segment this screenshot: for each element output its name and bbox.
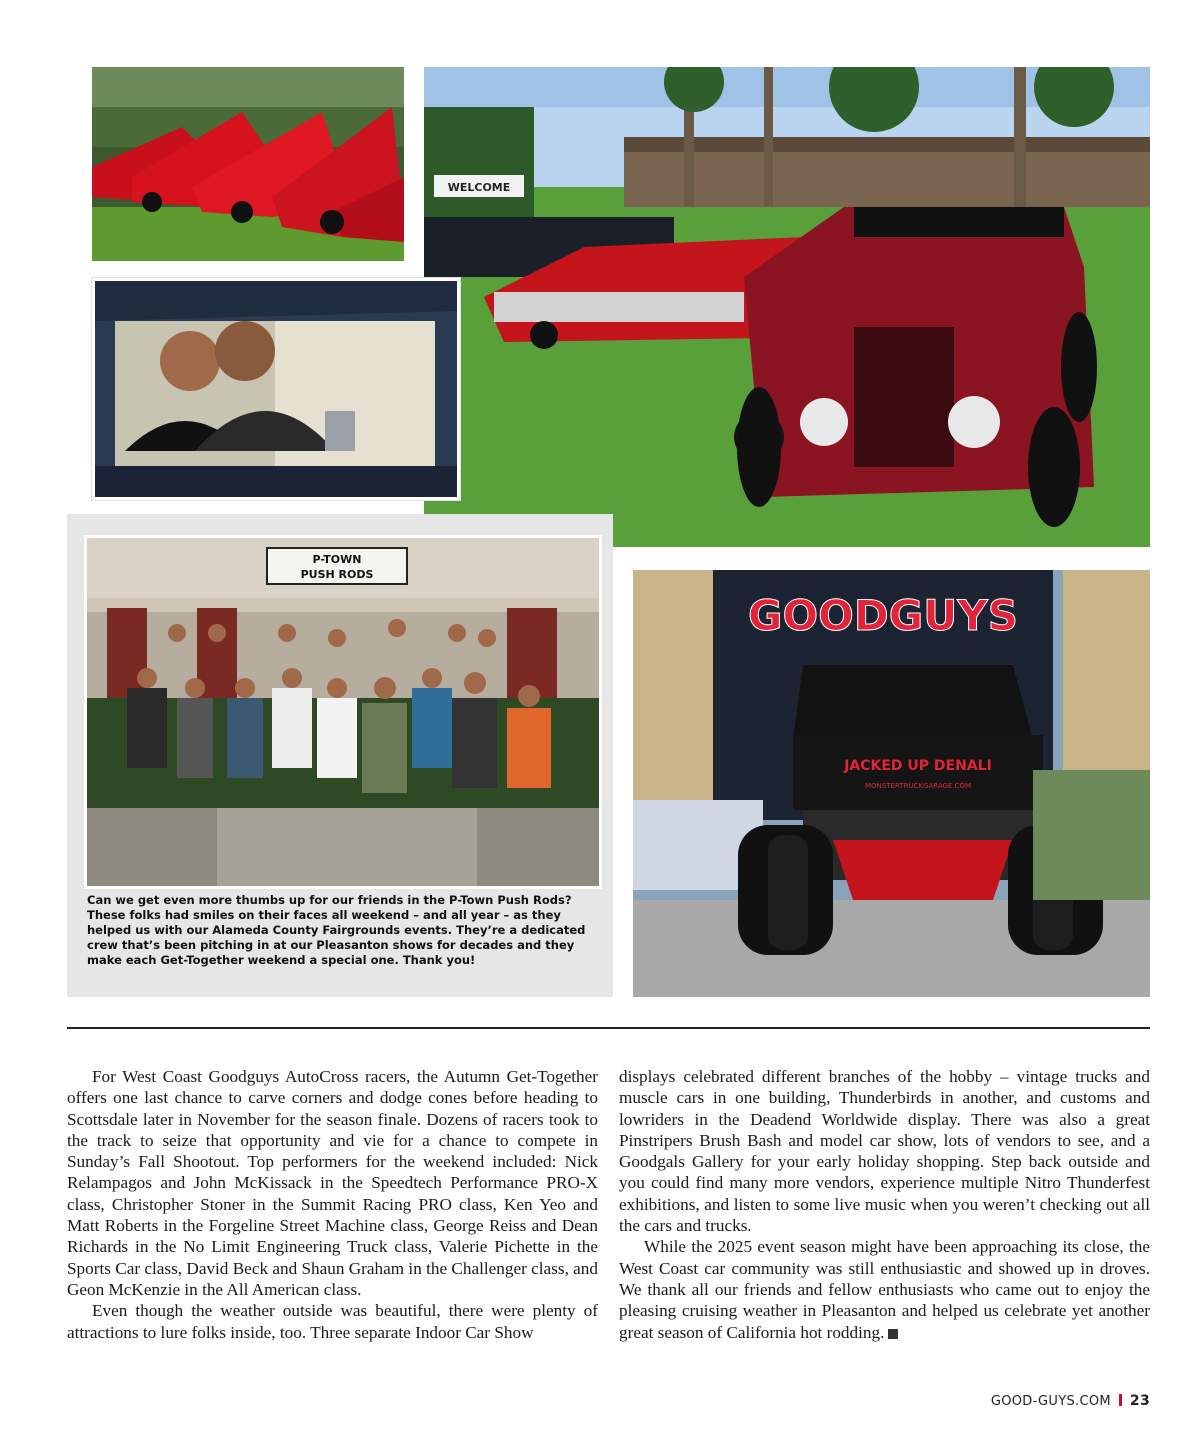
truck-image [633,570,1150,997]
ptown-sign-line2: PUSH RODS [300,568,374,581]
photo-hot-rod [424,67,1150,547]
end-mark-icon: G [888,1329,898,1339]
photo-friends-in-car [92,278,460,500]
page-footer [991,1393,1150,1409]
article-paragraph: For West Coast Goodguys AutoCross racers, the Autumn Get-Together offers one last chance to carve corners and dodge cones before heading to Scottsdale later in November for the season finale. Dozens of racers took to the track to seize that opportunity and vie for a chance to compete in Sunday’s Fall Shootout. Top performers for the weekend included: Nick Relampagos and John McKissack in the Speedtech Performance PRO-X class, Christopher Stoner in the Summit Racing PRO class, Ken Yeo and Matt Roberts in the Forgeline Street Machine class, George Reiss and Dean Richards in the No Limit Engineering Truck class, Valerie Pichette in the Sports Car class, David Beck and Shaun Graham in the Challenger class, and Geon McKenzie in the All American class. [67,1067,598,1299]
corvettes-image [92,67,404,261]
ptown-sign-line1: P-TOWN [312,553,362,566]
article-paragraph-final [619,1236,1150,1342]
article-column-right [619,1066,1150,1343]
hot-rod-image [424,67,1150,547]
goodguys-banner-text: GOODGUYS [748,591,1018,640]
tailgate-text: JACKED UP DENALI [844,758,992,774]
photo-corvettes [92,67,404,261]
article-paragraph: Even though the weather outside was beautiful, there were plenty of attractions to lure folks inside, too. Three separate Indoor Car Show [67,1301,598,1342]
footer-separator [1119,1394,1122,1406]
group-image [87,538,599,886]
photo-lifted-truck [633,570,1150,997]
photo-caption: Can we get even more thumbs up for our friends in the P-Town Push Rods? These folks had smiles on their faces all weekend – and all year – as they helped us with our Alameda County Fairgrounds events. They’re a dedicated crew that’s been pitching in at our Pleasanton shows for decades and they make each Get-Together weekend a special one. Thank you! [87,893,586,967]
photo-ptown-push-rods [84,535,602,889]
friends-image [95,281,457,497]
article-final-text: While the 2025 event season might have been approaching its close, the West Coast car community was still enthusiastic and showed up in droves. We thank all our friends and fellow enthusiasts who came out to enjoy the pleasing cruising weather in Pleasanton and helped us celebrate yet another great season of California hot rodding. [619,1237,1150,1342]
article-column-left [67,1066,598,1343]
section-divider [67,1027,1150,1029]
plate-text: MONSTERTRUCKGARAGE.COM [865,782,971,790]
footer-site: GOOD-GUYS.COM [990,1394,1111,1409]
welcome-sign-text: WELCOME [447,181,511,194]
page-number: 23 [1129,1393,1150,1409]
article-paragraph-continued: displays celebrated different branches of the hobby – vintage trucks and muscle cars in one building, Thunderbirds in another, and customs and lowriders in the Deadend Worldwide display. There was also a great Pinstripers Brush Bash and model car show, lots of vendors to see, and a Goodgals Gallery for your early holiday shopping. Step back outside and you could find many more vendors, experience multiple Nitro Thunderfest exhibitions, and listen to some live music when you weren’t checking out all the cars and trucks. [619,1067,1150,1236]
